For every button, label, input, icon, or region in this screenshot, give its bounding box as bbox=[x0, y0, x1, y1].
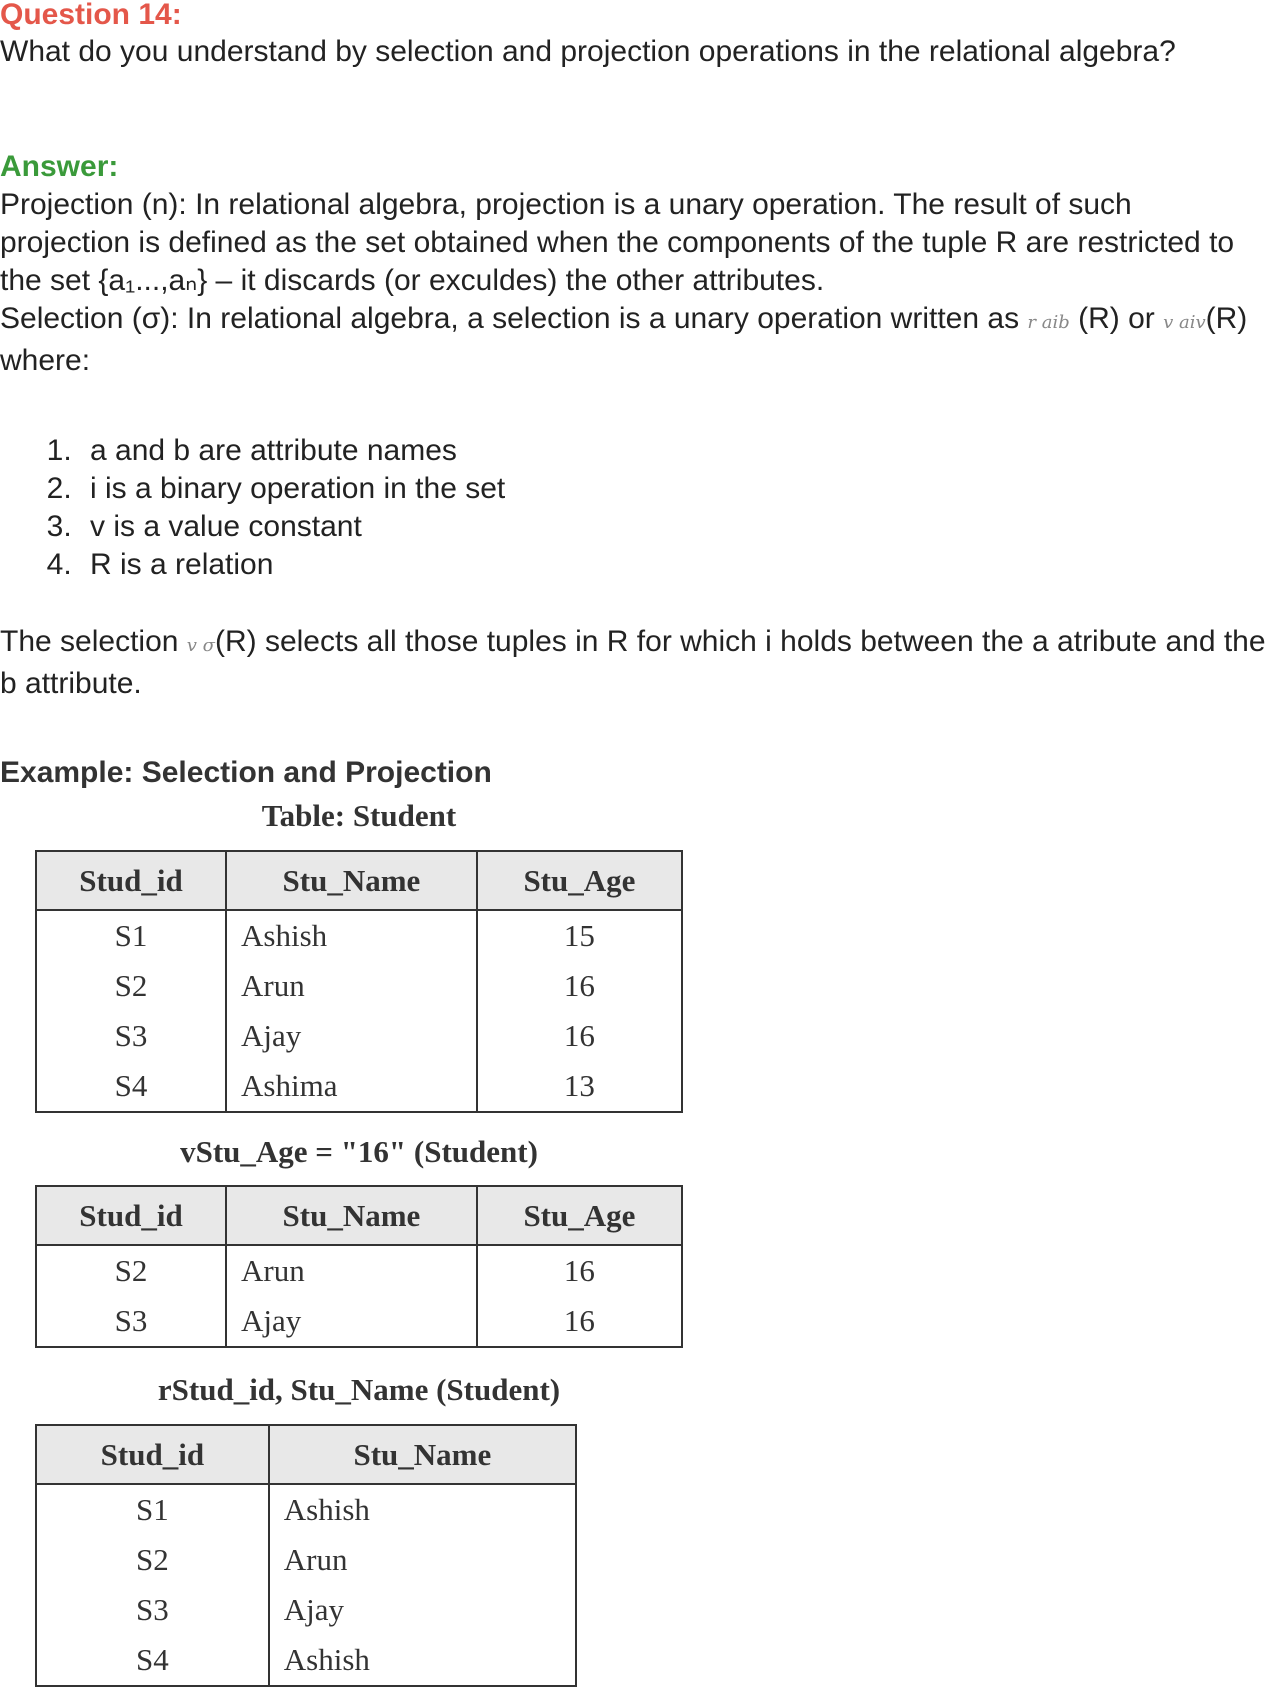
table-row bbox=[36, 1484, 576, 1535]
cell: 13 bbox=[477, 1061, 682, 1112]
cell: Arun bbox=[226, 961, 477, 1011]
table-row bbox=[36, 961, 682, 1011]
cell: Ashish bbox=[269, 1635, 576, 1686]
table-row bbox=[36, 1061, 682, 1112]
cell: 16 bbox=[477, 1296, 682, 1347]
column-header: Stu_Age bbox=[477, 1186, 682, 1245]
list-item: 1. a and b are attribute names bbox=[80, 432, 505, 470]
cell: S4 bbox=[36, 1635, 269, 1686]
cell: Ashish bbox=[226, 910, 477, 961]
list-item: 3. v is a value constant bbox=[80, 508, 505, 546]
projection-result-table bbox=[35, 1424, 577, 1687]
column-header: Stud_id bbox=[36, 851, 226, 910]
cell: S1 bbox=[36, 1484, 269, 1535]
table-caption: vStu_Age = "16" (Student) bbox=[180, 1134, 538, 1169]
cell: S2 bbox=[36, 961, 226, 1011]
table-row bbox=[36, 1585, 576, 1635]
cell: Ajay bbox=[269, 1585, 576, 1635]
math-symbol: v σ bbox=[186, 635, 215, 656]
column-header: Stu_Name bbox=[226, 851, 477, 910]
cell: Ajay bbox=[226, 1296, 477, 1347]
table-row bbox=[36, 1635, 576, 1686]
table-caption: rStud_id, Stu_Name (Student) bbox=[157, 1372, 561, 1407]
cell: 16 bbox=[477, 961, 682, 1011]
table-row bbox=[36, 1011, 682, 1061]
math-symbol: r aib bbox=[1027, 312, 1070, 333]
question-text: What do you understand by selection and projection operations in the relational algebra? bbox=[0, 35, 1176, 68]
cell: 16 bbox=[477, 1245, 682, 1296]
cell: S4 bbox=[36, 1061, 226, 1112]
cell: Arun bbox=[226, 1245, 477, 1296]
selection-result-table bbox=[35, 1185, 683, 1348]
column-header: Stud_id bbox=[36, 1186, 226, 1245]
table-row bbox=[36, 910, 682, 961]
cell: Arun bbox=[269, 1535, 576, 1585]
answer-label: Answer: bbox=[0, 150, 119, 183]
table-row bbox=[36, 1296, 682, 1347]
table-caption: Table: Student bbox=[261, 798, 457, 833]
column-header: Stu_Name bbox=[269, 1425, 576, 1484]
list-item: 2. i is a binary operation in the set bbox=[80, 470, 505, 508]
cell: Ajay bbox=[226, 1011, 477, 1061]
cell: S3 bbox=[36, 1585, 269, 1635]
cell: S2 bbox=[36, 1245, 226, 1296]
cell: 16 bbox=[477, 1011, 682, 1061]
selection-explanation bbox=[0, 623, 1285, 703]
table-row bbox=[36, 1245, 682, 1296]
example-heading: Example: Selection and Projection bbox=[0, 756, 492, 789]
student-table bbox=[35, 850, 683, 1113]
cell: S3 bbox=[36, 1011, 226, 1061]
projection-text: Projection (n): In relational algebra, projection is a unary operation. The result of such projection is defined as the set obtained when the components of the tuple R are restricted to the set {a₁...,aₙ} – it discards (or exculdes) the other attributes. bbox=[0, 188, 1235, 297]
sel-text-a: The selection bbox=[0, 625, 187, 658]
selection-text-c: (R) where: bbox=[0, 302, 1248, 377]
cell: 15 bbox=[477, 910, 682, 961]
column-header: Stu_Age bbox=[477, 851, 682, 910]
selection-text bbox=[0, 300, 1270, 380]
selection-text-a: Selection (σ): In relational algebra, a selection is a unary operation written as bbox=[0, 302, 1028, 335]
math-symbol: v aiv bbox=[1163, 312, 1206, 333]
table-row bbox=[36, 1535, 576, 1585]
condition-list bbox=[0, 432, 505, 584]
column-header: Stud_id bbox=[36, 1425, 269, 1484]
cell: Ashima bbox=[226, 1061, 477, 1112]
selection-text-b: (R) or bbox=[1069, 302, 1164, 335]
cell: S2 bbox=[36, 1535, 269, 1585]
cell: Ashish bbox=[269, 1484, 576, 1535]
cell: S3 bbox=[36, 1296, 226, 1347]
sel-text-b: (R) selects all those tuples in R for which i holds between the a atribute and the b attribute. bbox=[0, 625, 1266, 700]
question-label: Question 14: bbox=[0, 0, 182, 31]
column-header: Stu_Name bbox=[226, 1186, 477, 1245]
cell: S1 bbox=[36, 910, 226, 961]
list-item: 4. R is a relation bbox=[80, 546, 505, 584]
